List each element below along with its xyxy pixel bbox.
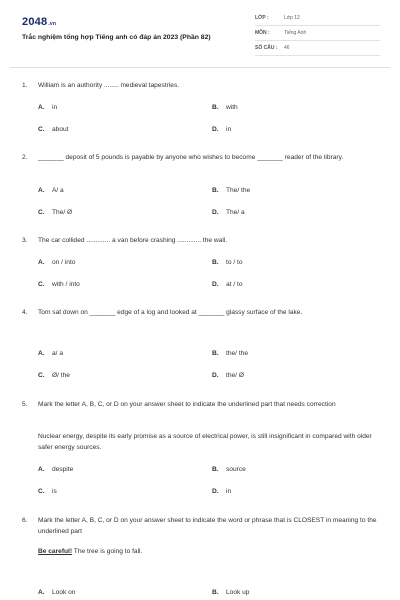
option-text: in bbox=[226, 488, 232, 495]
option-letter: C. bbox=[38, 126, 45, 133]
option-text: Look on bbox=[52, 589, 76, 596]
q1-option-a[interactable] bbox=[38, 104, 57, 111]
meta-class-key: LỚP : bbox=[255, 15, 269, 21]
q4-option-c[interactable] bbox=[38, 372, 70, 379]
option-text: despite bbox=[52, 466, 74, 473]
q5-option-c[interactable] bbox=[38, 488, 57, 495]
q6-option-a[interactable] bbox=[38, 589, 75, 596]
option-letter: D. bbox=[212, 209, 219, 216]
q2-option-d[interactable] bbox=[212, 209, 245, 216]
question-text: Mark the letter A, B, C, or D on your answer sheet to indicate the word or phrase that is CLOSEST in meaning to the underlined part bbox=[38, 517, 377, 535]
option-letter: D. bbox=[212, 488, 219, 495]
meta-subject-row bbox=[255, 27, 380, 41]
option-text: The/ Ø bbox=[52, 209, 73, 216]
q3-option-b[interactable] bbox=[212, 259, 243, 266]
option-text: is bbox=[52, 488, 57, 495]
option-letter: B. bbox=[212, 259, 219, 266]
option-text: in bbox=[52, 104, 58, 111]
q5-option-d[interactable] bbox=[212, 488, 231, 495]
option-text: A/ a bbox=[52, 187, 64, 194]
q3-option-c[interactable] bbox=[38, 281, 80, 288]
logo-text: 2048 bbox=[22, 16, 48, 28]
option-text: The/ the bbox=[226, 187, 251, 194]
q5-option-a[interactable] bbox=[38, 466, 73, 473]
meta-subject-value: Tiếng Anh bbox=[284, 30, 307, 36]
option-text: Look up bbox=[226, 589, 250, 596]
option-letter: D. bbox=[212, 126, 219, 133]
option-text: with bbox=[226, 104, 238, 111]
q3-option-a[interactable] bbox=[38, 259, 75, 266]
option-letter: A. bbox=[38, 589, 45, 596]
meta-count-row bbox=[255, 42, 380, 56]
option-letter: A. bbox=[38, 350, 45, 357]
meta-class-value: Lớp 12 bbox=[284, 15, 300, 21]
option-letter: A. bbox=[38, 466, 45, 473]
q1-option-b[interactable] bbox=[212, 104, 238, 111]
option-text: about bbox=[52, 126, 69, 133]
option-letter: A. bbox=[38, 259, 45, 266]
q2-option-b[interactable] bbox=[212, 187, 250, 194]
question-text: Mark the letter A, B, C, or D on your answer sheet to indicate the underlined part that needs correction bbox=[38, 401, 336, 408]
meta-count-key: SỐ CÂU : bbox=[255, 45, 278, 51]
option-letter: B. bbox=[212, 104, 219, 111]
question-6-sentence bbox=[38, 546, 378, 557]
q4-option-b[interactable] bbox=[212, 350, 248, 357]
option-letter: D. bbox=[212, 281, 219, 288]
option-letter: B. bbox=[212, 187, 219, 194]
question-number: 3. bbox=[22, 237, 28, 244]
option-letter: C. bbox=[38, 281, 45, 288]
option-letter: C. bbox=[38, 209, 45, 216]
q4-option-a[interactable] bbox=[38, 350, 63, 357]
option-text: at / to bbox=[226, 281, 243, 288]
option-text: with / into bbox=[52, 281, 80, 288]
option-text: a/ a bbox=[52, 350, 63, 357]
option-letter: C. bbox=[38, 372, 45, 379]
be-careful-label: Be careful! bbox=[38, 548, 73, 555]
option-letter: A. bbox=[38, 104, 45, 111]
question-number: 1. bbox=[22, 82, 28, 89]
option-text: source bbox=[226, 466, 246, 473]
question-number: 6. bbox=[22, 517, 28, 524]
question-text: Tom sat down on _______ edge of a log and looked at _______ glassy surface of the lake. bbox=[38, 309, 303, 316]
question-text: _______ deposit of 5 pounds is payable by anyone who wishes to become _______ reader of the library. bbox=[38, 154, 344, 161]
option-letter: B. bbox=[212, 350, 219, 357]
question-number: 5. bbox=[22, 401, 28, 408]
question-5-sentence: Nuclear energy, despite its early promise as a source of electrical power, is still insignificant in compared with older safer energy sources. bbox=[38, 433, 372, 451]
option-text: on / into bbox=[52, 259, 76, 266]
meta-class-row bbox=[255, 12, 380, 26]
question-text: William is an authority ........ medieval tapestries. bbox=[38, 82, 180, 89]
question-number: 2. bbox=[22, 154, 28, 161]
option-text: to / to bbox=[226, 259, 243, 266]
option-letter: B. bbox=[212, 466, 219, 473]
meta-count-value: 46 bbox=[284, 45, 290, 51]
q5-option-b[interactable] bbox=[212, 466, 246, 473]
page-header bbox=[0, 0, 400, 60]
q1-option-c[interactable] bbox=[38, 126, 69, 133]
option-letter: D. bbox=[212, 372, 219, 379]
q2-option-a[interactable] bbox=[38, 187, 64, 194]
sentence-text: The tree is going to fall. bbox=[72, 548, 143, 555]
logo-suffix: .vn bbox=[48, 21, 57, 27]
site-logo[interactable] bbox=[22, 16, 56, 28]
q6-option-b[interactable] bbox=[212, 589, 249, 596]
q4-option-d[interactable] bbox=[212, 372, 244, 379]
q3-option-d[interactable] bbox=[212, 281, 243, 288]
q1-option-d[interactable] bbox=[212, 126, 231, 133]
option-text: the/ the bbox=[226, 350, 248, 357]
header-divider bbox=[10, 67, 390, 68]
option-letter: A. bbox=[38, 187, 45, 194]
q2-option-c[interactable] bbox=[38, 209, 72, 216]
option-text: the/ Ø bbox=[226, 372, 244, 379]
document-title: Trắc nghiệm tổng hợp Tiếng anh có đáp án 2023 (Phần 82) bbox=[22, 34, 211, 41]
option-text: Ø/ the bbox=[52, 372, 70, 379]
question-text: The car collided ............. a van before crashing ............. the wall. bbox=[38, 237, 228, 244]
question-number: 4. bbox=[22, 309, 28, 316]
meta-subject-key: MÔN : bbox=[255, 30, 270, 36]
option-letter: B. bbox=[212, 589, 219, 596]
option-text: in bbox=[226, 126, 232, 133]
option-letter: C. bbox=[38, 488, 45, 495]
option-text: The/ a bbox=[226, 209, 245, 216]
